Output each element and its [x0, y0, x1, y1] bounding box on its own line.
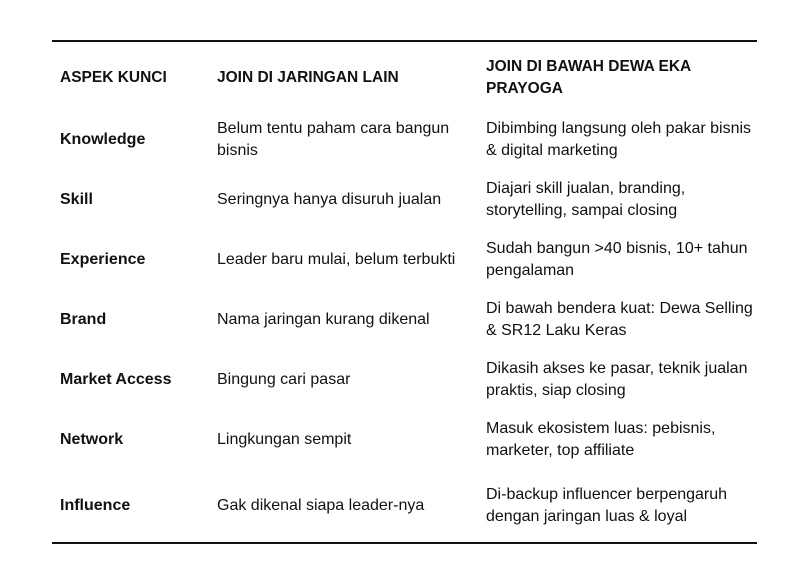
row-aspect: Influence: [60, 497, 131, 514]
table-row: [52, 230, 757, 290]
row-aspect: Network: [60, 431, 124, 448]
row-dewa: Sudah bangun >40 bisnis, 10+ tahun pengalaman: [486, 240, 748, 279]
row-other-network: Leader baru mulai, belum terbukti: [217, 251, 456, 268]
row-dewa: Di-backup influencer berpengaruh dengan jaringan luas & loyal: [486, 486, 728, 525]
header-dewa-eka-prayoga: JOIN DI BAWAH DEWA EKA PRAYOGA: [486, 58, 691, 97]
row-dewa: Dikasih akses ke pasar, teknik jualan praktis, siap closing: [486, 360, 748, 399]
row-dewa: Diajari skill jualan, branding, storytelling, sampai closing: [486, 180, 686, 219]
table-row: [52, 350, 757, 410]
row-other-network: Belum tentu paham cara bangun bisnis: [217, 120, 450, 159]
row-dewa: Di bawah bendera kuat: Dewa Selling & SR12 Laku Keras: [486, 300, 753, 339]
table-header-row: [52, 42, 757, 110]
row-other-network: Gak dikenal siapa leader-nya: [217, 497, 425, 514]
row-other-network: Nama jaringan kurang dikenal: [217, 311, 430, 328]
table-row: [52, 410, 757, 470]
table-row: [52, 110, 757, 170]
row-aspect: Experience: [60, 251, 146, 268]
row-aspect: Brand: [60, 311, 107, 328]
table-row: [52, 290, 757, 350]
row-aspect: Knowledge: [60, 131, 146, 148]
comparison-table: [52, 42, 757, 542]
header-aspect: ASPEK KUNCI: [60, 69, 167, 86]
table-row: [52, 170, 757, 230]
row-aspect: Skill: [60, 191, 93, 208]
row-other-network: Bingung cari pasar: [217, 371, 351, 388]
row-other-network: Lingkungan sempit: [217, 431, 352, 448]
row-other-network: Seringnya hanya disuruh jualan: [217, 191, 442, 208]
row-dewa: Masuk ekosistem luas: pebisnis, marketer, top affiliate: [486, 420, 716, 459]
row-dewa: Dibimbing langsung oleh pakar bisnis & digital marketing: [486, 120, 752, 159]
header-other-network: JOIN DI JARINGAN LAIN: [217, 69, 399, 86]
row-aspect: Market Access: [60, 371, 172, 388]
comparison-table-container: [52, 40, 757, 544]
table-row: [52, 470, 757, 542]
